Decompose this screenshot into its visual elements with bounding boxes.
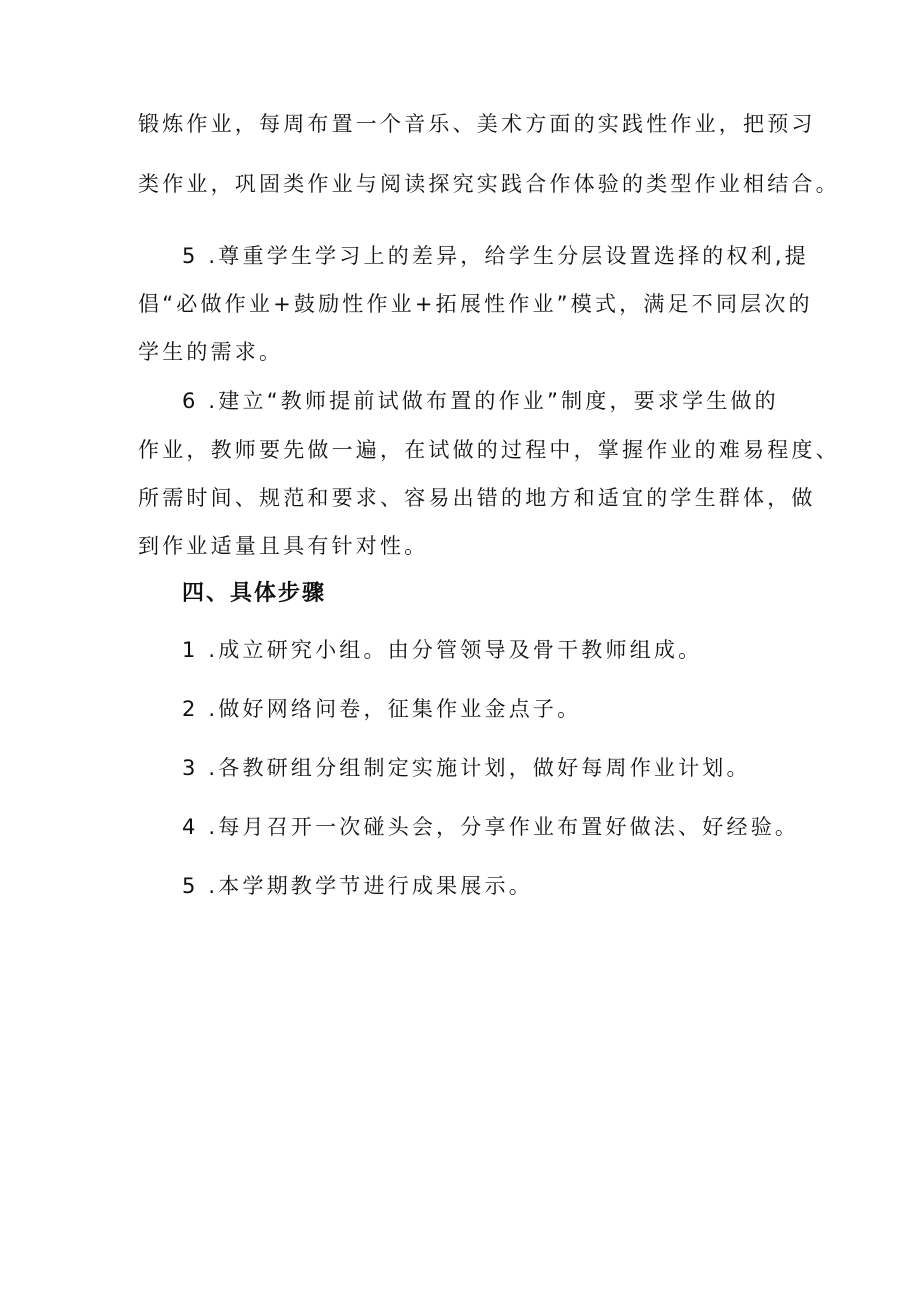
paragraph-line: 倡“必做作业+鼓励性作业+拓展性作业”模式，满足不同层次的 [138,292,813,316]
paragraph-line: 学生的需求。 [138,340,284,364]
paragraph-line: 到作业适量且具有针对性。 [138,534,429,558]
step-item: 1 .成立研究小组。由分管领导及骨干教师组成。 [182,638,703,662]
step-item: 5 .本学期教学节进行成果展示。 [182,874,533,898]
paragraph-line: 所需时间、规范和要求、容易出错的地方和适宜的学生群体，做 [138,486,816,510]
paragraph-line: 5 .尊重学生学习上的差异，给学生分层设置选择的权利,提 [182,244,809,268]
step-item: 3 .各教研组分组制定实施计划，做好每周作业计划。 [182,756,751,780]
step-item: 4 .每月召开一次碰头会，分享作业布置好做法、好经验。 [182,815,800,839]
step-item: 2 .做好网络问卷，征集作业金点子。 [182,697,582,721]
paragraph-line: 类作业，巩固类作业与阅读探究实践合作体验的类型作业相结合。 [138,172,840,196]
section-heading: 四、具体步骤 [182,581,327,606]
paragraph-line: 6 .建立“教师提前试做布置的作业”制度，要求学生做的 [182,389,779,413]
paragraph-line: 锻炼作业，每周布置一个音乐、美术方面的实践性作业，把预习 [138,112,816,136]
paragraph-line: 作业，教师要先做一遍，在试做的过程中，掌握作业的难易程度、 [138,438,840,462]
